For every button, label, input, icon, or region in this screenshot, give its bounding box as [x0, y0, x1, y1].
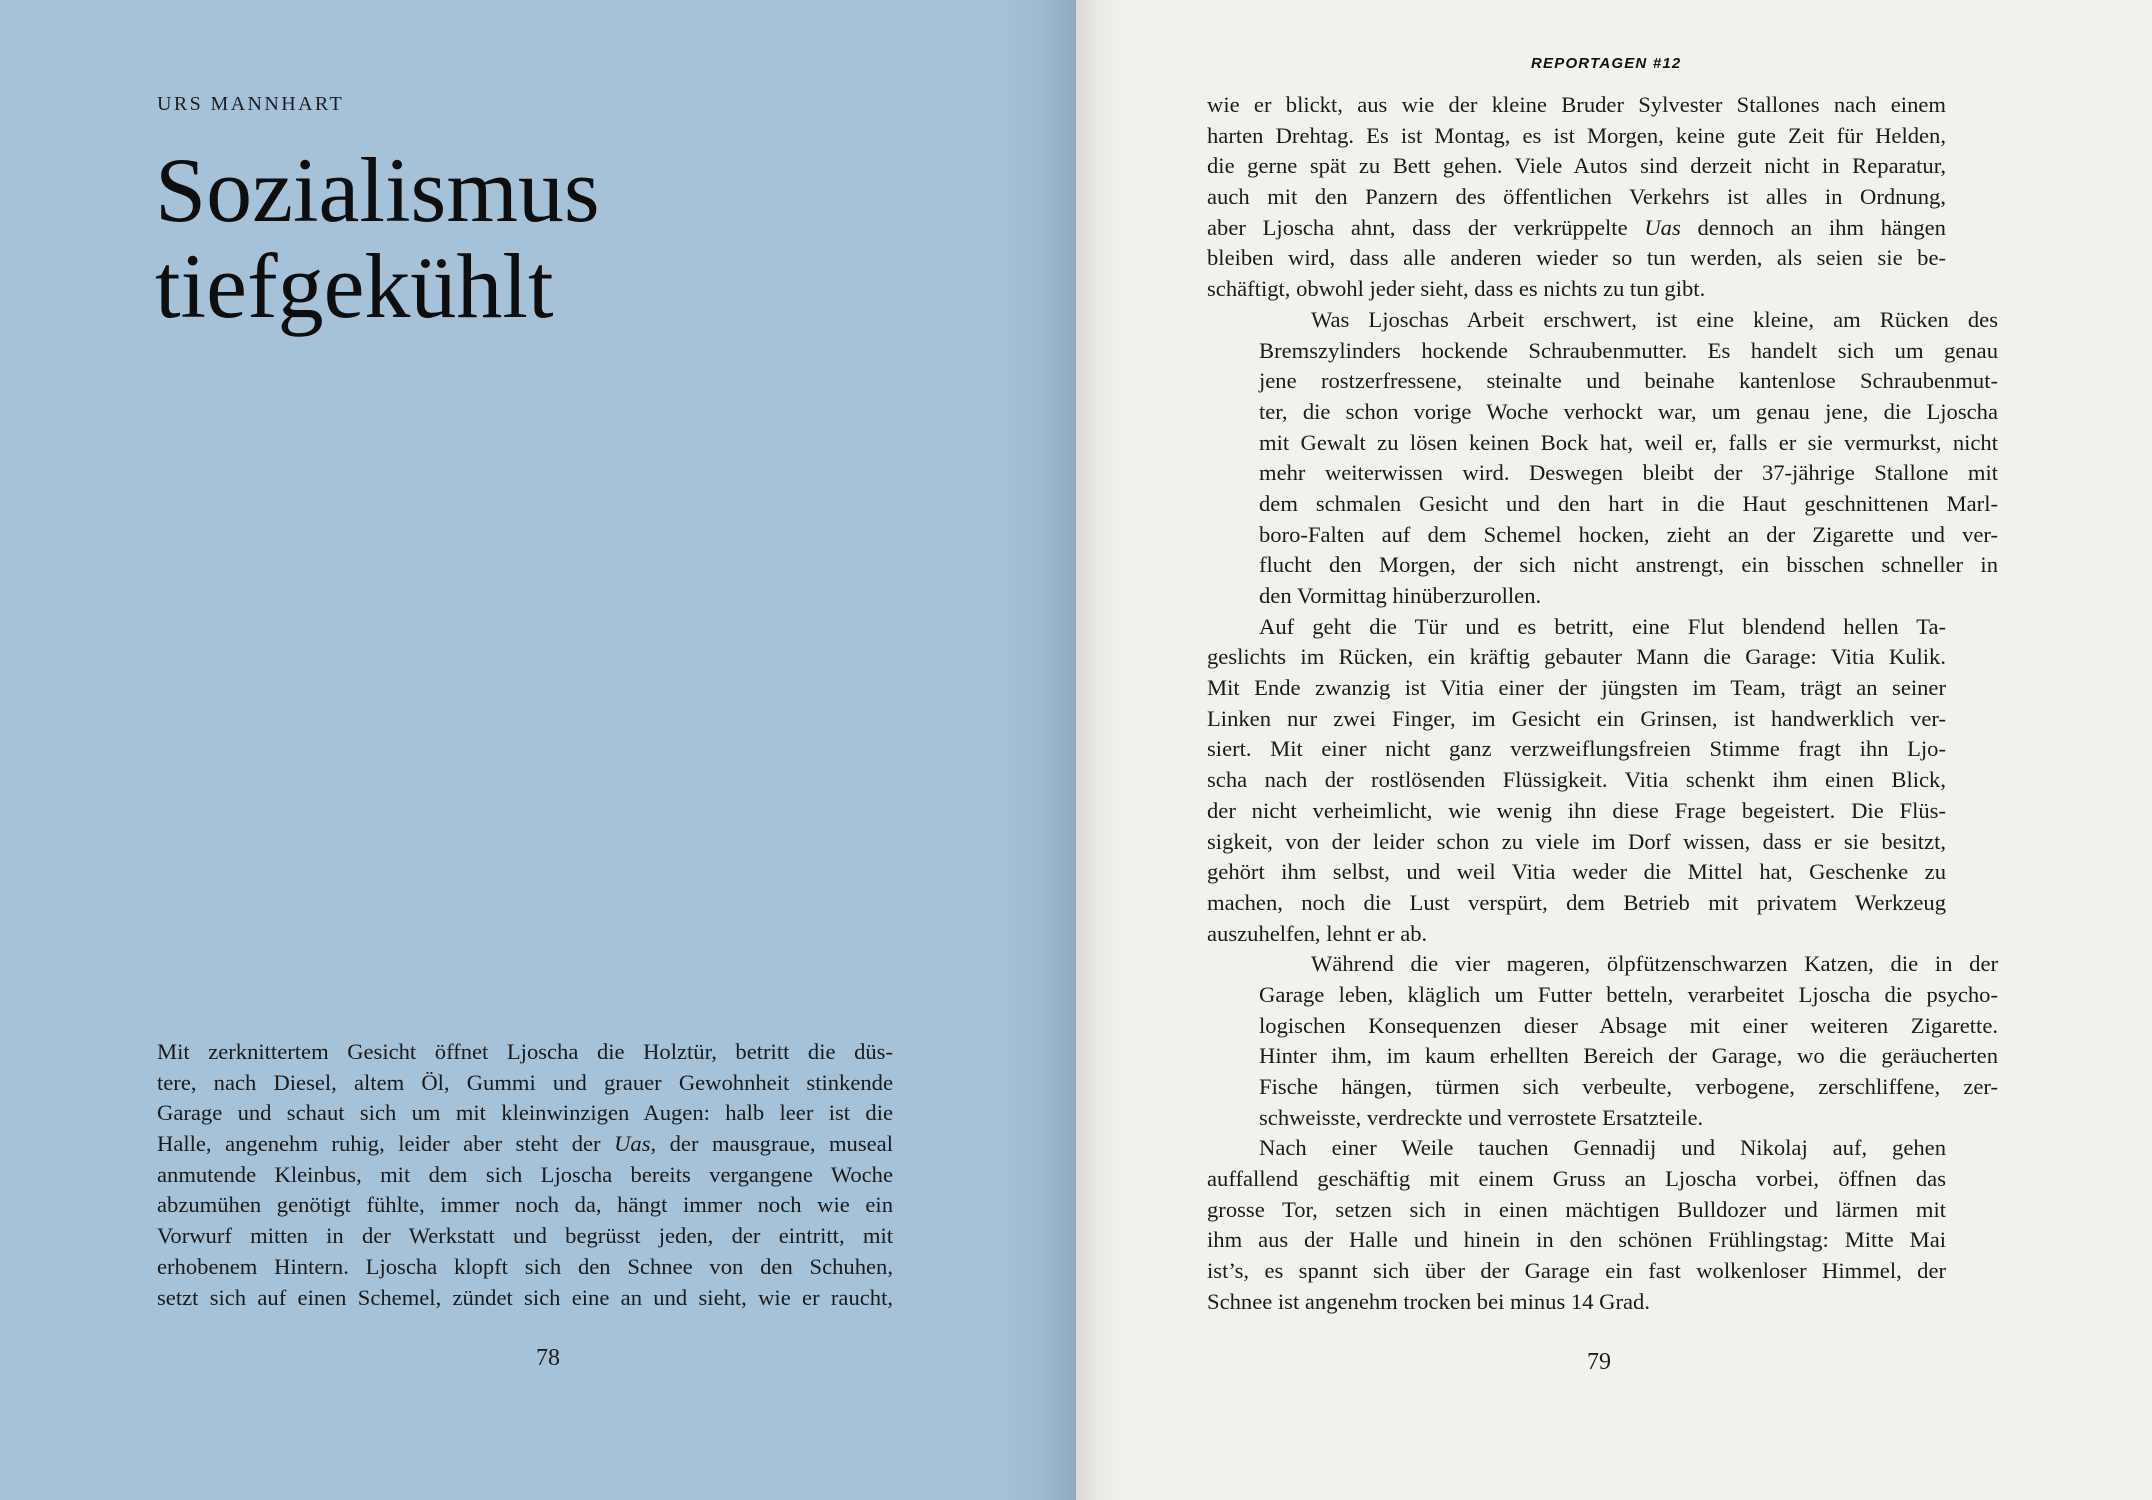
text-line: setzt sich auf einen Schemel, zündet sich eine an und sieht, wie er raucht, — [157, 1284, 893, 1310]
text-line: Garage und schaut sich um mit kleinwinzigen Augen: halb leer ist die — [157, 1100, 893, 1126]
text-line: gehört ihm selbst, und weil Vitia weder die Mittel hat, Geschenke zu — [1207, 859, 1946, 885]
text-line: Vorwurf mitten in der Werkstatt und begrüsst jeden, der eintritt, mit — [157, 1223, 893, 1249]
text-line: jene rostzerfressene, steinalte und beinahe kantenlose Schraubenmut- — [1259, 368, 1998, 394]
text-line: geslichts im Rücken, ein kräftig gebauter Mann die Garage: Vitia Kulik. — [1207, 644, 1946, 670]
page-number: 79 — [1587, 1349, 1611, 1375]
paragraph — [1207, 612, 1946, 950]
paragraph — [1259, 305, 1998, 612]
text-line: schweisste, verdreckte und verrostete Ersatzteile. — [1259, 1104, 1704, 1130]
text-line: siert. Mit einer nicht ganz verzweiflungsfreien Stimme fragt ihn Ljo- — [1207, 736, 1946, 762]
text-line: mehr weiterwissen wird. Deswegen bleibt der 37-jährige Stallone mit — [1259, 460, 1998, 486]
running-head: REPORTAGEN #12 — [1531, 55, 1682, 72]
text-line: abzumühen genötigt fühlte, immer noch da, hängt immer noch wie ein — [157, 1192, 893, 1218]
author-name: URS MANNHART — [157, 93, 345, 115]
text-line: boro-Falten auf dem Schemel hocken, zieht an der Zigarette und ver- — [1259, 521, 1998, 547]
text-line: tere, nach Diesel, altem Öl, Gummi und grauer Gewohnheit stinkende — [157, 1069, 893, 1095]
text-line: Halle, angenehm ruhig, leider aber steht der Uas, der mausgraue, museal — [157, 1131, 893, 1157]
text-line: Garage leben, kläglich um Futter betteln, verarbeitet Ljoscha die psycho- — [1259, 981, 1998, 1007]
text-line: der nicht verheimlicht, wie wenig ihn diese Frage begeistert. Die Flüs- — [1207, 797, 1946, 823]
title-line: tiefgekühlt — [155, 235, 554, 337]
text-line: logischen Konsequenzen dieser Absage mit einer weiteren Zigarette. — [1259, 1012, 1998, 1038]
text-line: Linken nur zwei Finger, im Gesicht ein Grinsen, ist handwerklich ver- — [1207, 705, 1946, 731]
text-line: schäftigt, obwohl jeder sieht, dass es nichts zu tun gibt. — [1207, 276, 1706, 302]
left-body-text — [157, 1037, 893, 1313]
text-line: scha nach der rostlösenden Flüssigkeit. Vitia schenkt ihm einen Blick, — [1207, 767, 1946, 793]
text-line: flucht den Morgen, der sich nicht anstrengt, ein bisschen schneller in — [1259, 552, 1998, 578]
paragraph — [1207, 90, 1946, 305]
text-line: ter, die schon vorige Woche verhockt war, um genau jene, die Ljoscha — [1259, 398, 1998, 424]
text-line: grosse Tor, setzen sich in einen mächtigen Bulldozer und lärmen mit — [1207, 1196, 1946, 1222]
text-line: wie er blickt, aus wie der kleine Bruder Sylvester Stallones nach einem — [1207, 92, 1946, 117]
text-line: machen, noch die Lust verspürt, dem Betrieb mit privatem Werkzeug — [1207, 889, 1946, 915]
text-line: bleiben wird, dass alle anderen wieder so tun werden, als seien sie be- — [1207, 245, 1946, 271]
text-line: erhobenem Hintern. Ljoscha klopft sich den Schnee von den Schuhen, — [157, 1253, 893, 1279]
text-line: den Vormittag hinüberzurollen. — [1259, 583, 1542, 608]
text-line: Mit Ende zwanzig ist Vitia einer der jüngsten im Team, trägt an seiner — [1207, 675, 1946, 701]
text-line: Während die vier mageren, ölpfützenschwarzen Katzen, die in der — [1311, 951, 1998, 977]
text-line: dem schmalen Gesicht und den hart in die Haut geschnittenen Marl- — [1259, 490, 1998, 516]
text-line: Hinter ihm, im kaum erhellten Bereich der Garage, wo die geräucherten — [1259, 1043, 1998, 1069]
text-line: Nach einer Weile tauchen Gennadij und Nikolaj auf, gehen — [1259, 1135, 1946, 1161]
paragraph — [1259, 949, 1998, 1133]
text-line: Was Ljoschas Arbeit erschwert, ist eine kleine, am Rücken des — [1311, 306, 1998, 332]
text-line: anmutende Kleinbus, mit dem sich Ljoscha bereits vergangene Woche — [157, 1161, 893, 1187]
text-line: ihm aus der Halle und hinein in den schönen Frühlingstag: Mitte Mai — [1207, 1227, 1946, 1253]
text-line: mit Gewalt zu lösen keinen Bock hat, weil er, falls er sie vermurkst, nicht — [1259, 429, 1998, 455]
text-line: Schnee ist angenehm trocken bei minus 14 Grad. — [1207, 1288, 1650, 1314]
text-line: auffallend geschäftig mit einem Gruss an Ljoscha vorbei, öffnen das — [1207, 1166, 1946, 1192]
right-body-text — [1207, 90, 1998, 1318]
text-line: auszuhelfen, lehnt er ab. — [1207, 920, 1428, 946]
text-line: ist’s, es spannt sich über der Garage ein fast wolkenloser Himmel, der — [1207, 1258, 1946, 1284]
text-line: aber Ljoscha ahnt, dass der verkrüppelte Uas dennoch an ihm hängen — [1207, 214, 1946, 240]
page-number: 78 — [536, 1345, 560, 1371]
text-line: Mit zerknittertem Gesicht öffnet Ljoscha die Holztür, betritt die düs- — [157, 1039, 893, 1064]
text-line: die gerne spät zu Bett gehen. Viele Autos sind derzeit nicht in Reparatur, — [1207, 153, 1946, 179]
text-line: Auf geht die Tür und es betritt, eine Flut blendend hellen Ta- — [1259, 613, 1946, 639]
article-title — [155, 139, 600, 337]
text-line: Fische hängen, türmen sich verbeulte, verbogene, zerschliffene, zer- — [1259, 1074, 1998, 1099]
paragraph — [1207, 1133, 1946, 1317]
title-line: Sozialismus — [155, 139, 600, 241]
text-line: harten Drehtag. Es ist Montag, es ist Morgen, keine gute Zeit für Helden, — [1207, 122, 1946, 148]
text-line: sigkeit, von der leider schon zu viele im Dorf wissen, dass er sie besitzt, — [1207, 828, 1946, 854]
text-line: Bremszylinders hockende Schraubenmutter. Es handelt sich um genau — [1259, 337, 1998, 363]
text-line: auch mit den Panzern des öffentlichen Verkehrs ist alles in Ordnung, — [1207, 184, 1946, 210]
